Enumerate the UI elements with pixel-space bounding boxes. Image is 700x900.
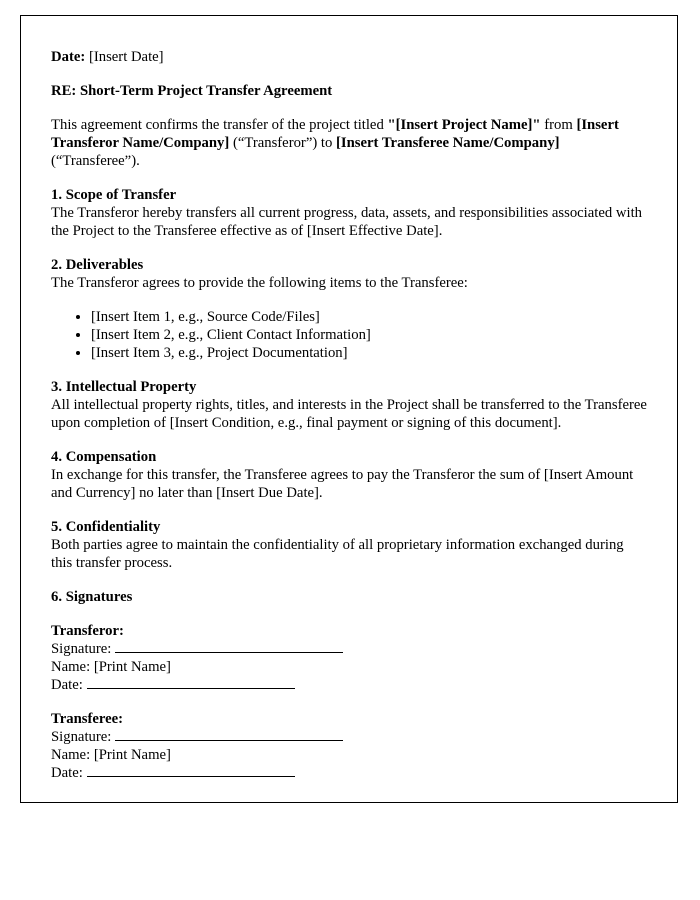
date-sign-line bbox=[51, 676, 647, 694]
signature-line bbox=[51, 728, 647, 746]
date-sign-line bbox=[51, 764, 647, 782]
section-body: All intellectual property rights, titles, and interests in the Project shall be transferred to the Transferee upon completion of [Insert Condition, e.g., final payment or signing of this document]. bbox=[51, 397, 647, 431]
deliverables-list bbox=[69, 308, 647, 362]
section-scope bbox=[51, 186, 647, 240]
list-item: • [Insert Item 3, e.g., Project Documentation] bbox=[91, 344, 647, 362]
transferee-signature-block bbox=[51, 710, 647, 782]
section-deliverables bbox=[51, 256, 647, 362]
section-heading: 3. Intellectual Property bbox=[51, 379, 197, 395]
signature-line bbox=[51, 640, 647, 658]
signature-party-title: Transferor: bbox=[51, 623, 124, 639]
section-signatures bbox=[51, 588, 647, 606]
section-heading: 6. Signatures bbox=[51, 589, 133, 605]
section-confidentiality bbox=[51, 518, 647, 572]
section-compensation bbox=[51, 448, 647, 502]
date-rule bbox=[87, 676, 295, 689]
section-body: Both parties agree to maintain the confidentiality of all proprietary information exchanged during this transfer process. bbox=[51, 537, 624, 571]
section-body: In exchange for this transfer, the Transferee agrees to pay the Transferor the sum of [Insert Amount and Currency] no later than [Insert Due Date]. bbox=[51, 467, 634, 501]
signature-label: Signature: bbox=[51, 729, 112, 745]
section-body: The Transferor hereby transfers all current progress, data, assets, and responsibilities associated with the Project to the Transferee effective as of [Insert Effective Date]. bbox=[51, 205, 643, 239]
section-heading: 5. Confidentiality bbox=[51, 519, 161, 535]
date-line: Date: [Insert Date] bbox=[51, 49, 164, 65]
section-heading: 4. Compensation bbox=[51, 449, 157, 465]
date-rule bbox=[87, 764, 295, 777]
date-label: Date: bbox=[51, 765, 83, 781]
signature-label: Signature: bbox=[51, 641, 112, 657]
list-item: • [Insert Item 1, e.g., Source Code/Files] bbox=[91, 308, 647, 326]
list-item: • [Insert Item 2, e.g., Client Contact Information] bbox=[91, 326, 647, 344]
subject-line: RE: Short-Term Project Transfer Agreement bbox=[51, 83, 333, 99]
name-line: Name: [Print Name] bbox=[51, 659, 171, 675]
name-line: Name: [Print Name] bbox=[51, 747, 171, 763]
signature-rule bbox=[115, 728, 343, 741]
transferor-signature-block bbox=[51, 622, 647, 694]
section-heading: 2. Deliverables bbox=[51, 257, 144, 273]
date-label: Date: bbox=[51, 677, 83, 693]
agreement-sheet bbox=[20, 15, 678, 803]
signature-rule bbox=[115, 640, 343, 653]
intro-paragraph: This agreement confirms the transfer of the project titled "[Insert Project Name]" from [Insert Transferor Name/Company] (“Transferor”) to [Insert Transferee Name/Company] (“Transferee”). bbox=[51, 117, 619, 169]
signature-party-title: Transferee: bbox=[51, 711, 124, 727]
section-body: The Transferor agrees to provide the following items to the Transferee: bbox=[51, 275, 468, 291]
section-heading: 1. Scope of Transfer bbox=[51, 187, 177, 203]
section-intellectual-property bbox=[51, 378, 647, 432]
